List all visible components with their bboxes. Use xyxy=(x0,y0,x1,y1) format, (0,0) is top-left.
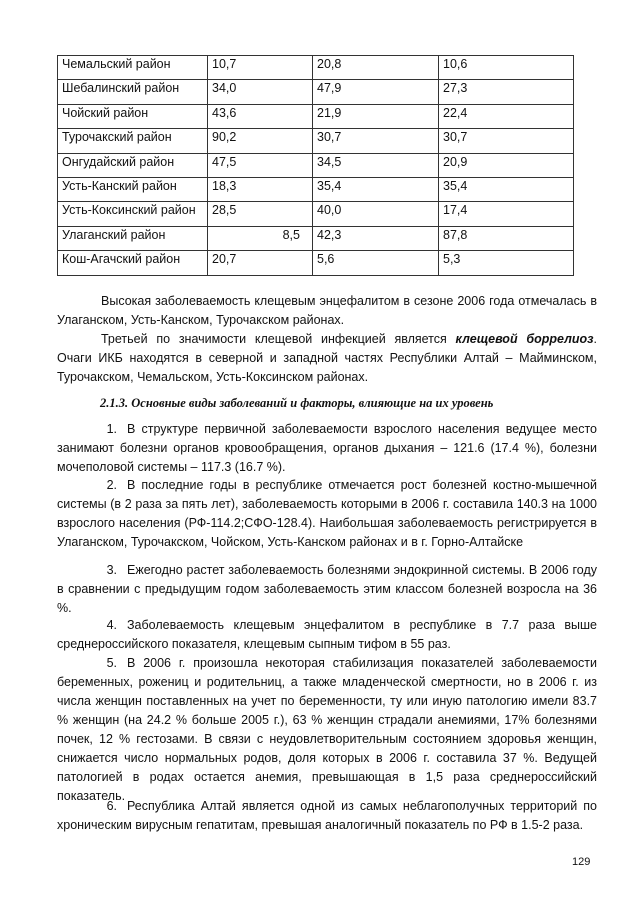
list-text: В последние годы в республике отмечается рост болезней костно-мышечной системы (в 2 раза за пять лет), заболеваемость которыми в 2006 г. составила 140.3 на 1000 взрослого населения (РФ-114.2;СФО-128.4). Наибольшая заболеваемость регистрируется в Улаганском, Турочакском, Чойском, Усть-Канском районах и в г. Горно-Алтайске xyxy=(57,478,597,549)
value-cell: 21,9 xyxy=(313,104,439,128)
value-cell: 17,4 xyxy=(439,202,574,226)
list-item xyxy=(57,797,597,835)
value-cell: 18,3 xyxy=(208,177,313,201)
list-item xyxy=(57,654,597,806)
value-cell: 5,3 xyxy=(439,251,574,275)
paragraph-borreliosis xyxy=(57,330,597,387)
paragraph-text: . Очаги ИКБ находятся в северной и западной частях Республики Алтай – Майминском, Турочакском, Чемальском, Усть-Коксинском районах. xyxy=(57,332,597,384)
list-number: 3. xyxy=(106,563,117,577)
value-cell: 10,6 xyxy=(439,56,574,80)
list-item xyxy=(57,420,597,477)
paragraph-text: Третьей по значимости клещевой инфекцией является xyxy=(101,332,456,346)
district-cell: Усть-Канский район xyxy=(58,177,208,201)
district-cell: Улаганский район xyxy=(58,226,208,250)
value-cell: 28,5 xyxy=(208,202,313,226)
value-cell: 87,8 xyxy=(439,226,574,250)
district-cell: Кош-Агачский район xyxy=(58,251,208,275)
list-number: 5. xyxy=(106,656,117,670)
value-cell: 34,5 xyxy=(313,153,439,177)
value-cell: 30,7 xyxy=(313,129,439,153)
table-row xyxy=(58,104,574,128)
emphasis-borreliosis: клещевой боррелиоз xyxy=(455,332,594,346)
incidence-table xyxy=(57,55,574,276)
value-cell: 8,5 xyxy=(208,226,313,250)
value-cell: 20,8 xyxy=(313,56,439,80)
list-item xyxy=(57,561,597,618)
table-row xyxy=(58,226,574,250)
district-cell: Турочакский район xyxy=(58,129,208,153)
value-cell: 90,2 xyxy=(208,129,313,153)
list-item xyxy=(57,476,597,552)
list-number: 4. xyxy=(106,618,117,632)
value-cell: 22,4 xyxy=(439,104,574,128)
list-text: Ежегодно растет заболеваемость болезнями эндокринной системы. В 2006 году в сравнении с предыдущим годом заболеваемость этим классом болезней возросла на 36 %. xyxy=(57,563,597,615)
district-cell: Усть-Коксинский район xyxy=(58,202,208,226)
section-heading: 2.1.3. Основные виды заболеваний и факторы, влияющие на их уровень xyxy=(100,396,494,410)
value-cell: 47,9 xyxy=(313,80,439,104)
value-cell: 35,4 xyxy=(313,177,439,201)
list-number: 6. xyxy=(106,799,117,813)
list-number: 1. xyxy=(106,422,117,436)
value-cell: 40,0 xyxy=(313,202,439,226)
list-item xyxy=(57,616,597,654)
value-cell: 20,7 xyxy=(208,251,313,275)
value-cell: 42,3 xyxy=(313,226,439,250)
value-cell: 20,9 xyxy=(439,153,574,177)
value-cell: 34,0 xyxy=(208,80,313,104)
list-text: Республика Алтай является одной из самых неблагополучных территорий по хроническим вирусным гепатитам, превышая аналогичный показатель по РФ в 1.5-2 раза. xyxy=(57,799,597,832)
paragraph-tick-encephalitis: Высокая заболеваемость клещевым энцефалитом в сезоне 2006 года отмечалась в Улаганском, Усть-Канском, Турочакском районах. xyxy=(57,294,597,327)
table-row xyxy=(58,129,574,153)
value-cell: 30,7 xyxy=(439,129,574,153)
district-cell: Шебалинский район xyxy=(58,80,208,104)
list-text: В 2006 г. произошла некоторая стабилизация показателей заболеваемости беременных, рожениц и родительниц, а также младенческой смертности, но в 2006 г. из числа женщин поставленных на учет по беременности, ту или иную патологию имели 83.7 % женщин (на 24.2 % больше 2005 г.), 63 % женщин страдали анемиями, 17% болезнями почек, 12 % гестозами. В связи с неудовлетворительным состоянием здоровья женщин, снижается число нормальных родов, доля которых в 2006 г. составила 37 %. Ведущей патологией в родах остается анемия, превышающая в 1,5 раза среднероссийский показатель. xyxy=(57,656,597,803)
page-number: 129 xyxy=(572,856,591,868)
table-row xyxy=(58,153,574,177)
value-cell: 47,5 xyxy=(208,153,313,177)
table-row xyxy=(58,251,574,275)
value-cell: 10,7 xyxy=(208,56,313,80)
value-cell: 35,4 xyxy=(439,177,574,201)
value-cell: 43,6 xyxy=(208,104,313,128)
table-row xyxy=(58,177,574,201)
value-cell: 27,3 xyxy=(439,80,574,104)
table-row xyxy=(58,202,574,226)
table-row xyxy=(58,56,574,80)
district-cell: Чойский район xyxy=(58,104,208,128)
district-cell: Онгудайский район xyxy=(58,153,208,177)
list-number: 2. xyxy=(106,478,117,492)
list-text: В структуре первичной заболеваемости взрослого населения ведущее место занимают болезни органов кровообращения, органов дыхания – 121.6 (17.4 %), болезни мочеполовой системы – 117.3 (16.7 %). xyxy=(57,422,597,474)
district-cell: Чемальский район xyxy=(58,56,208,80)
table-row xyxy=(58,80,574,104)
value-cell: 5,6 xyxy=(313,251,439,275)
list-text: Заболеваемость клещевым энцефалитом в республике в 7.7 раза выше среднероссийского показателя, клещевым сыпным тифом в 55 раз. xyxy=(57,618,597,651)
